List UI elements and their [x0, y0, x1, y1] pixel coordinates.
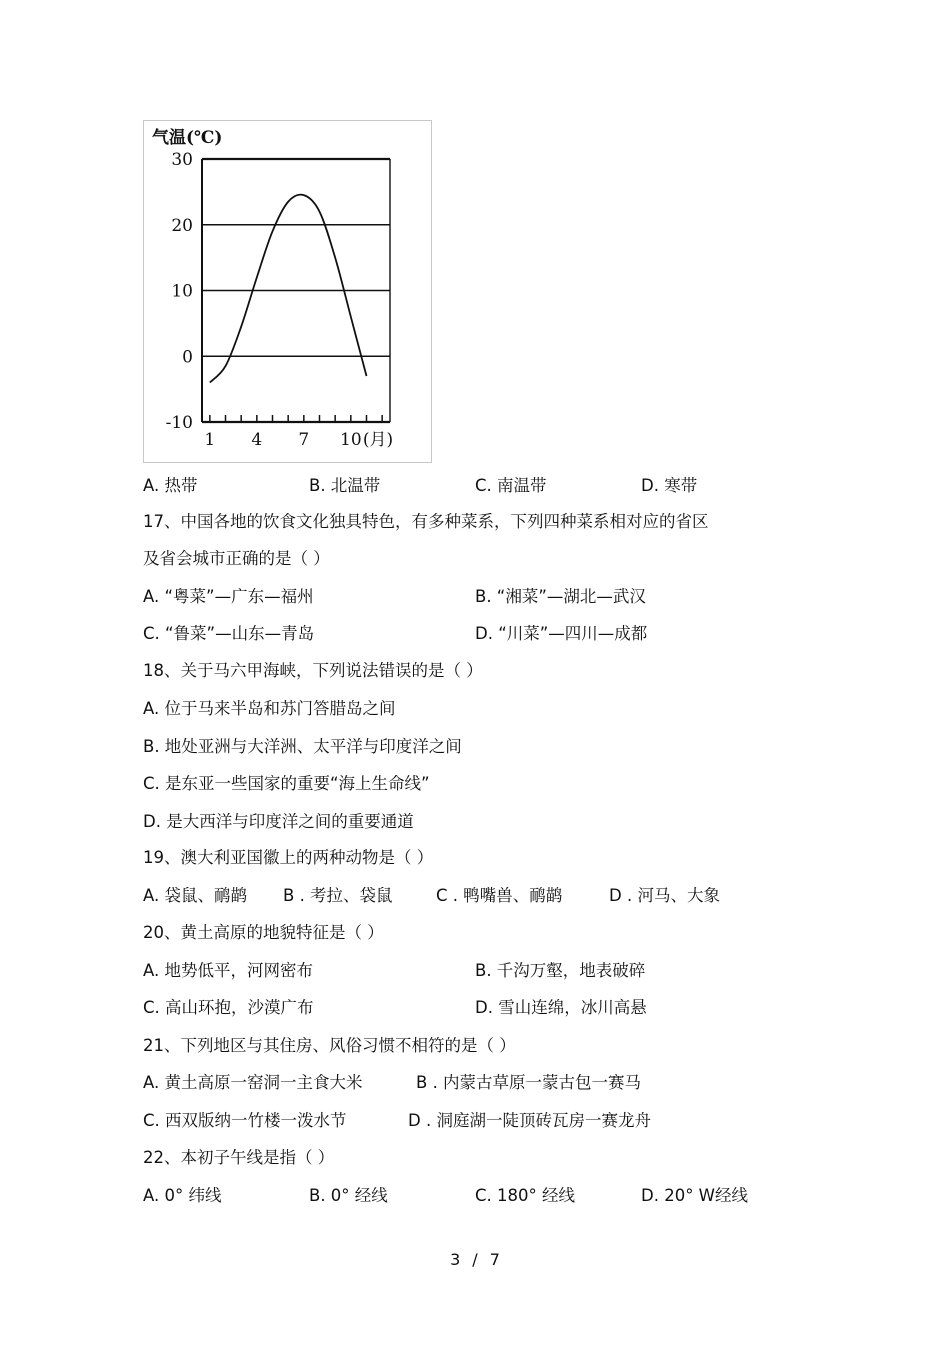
x-tick-label-1: 1	[204, 430, 216, 450]
page-current: 3	[450, 1250, 461, 1269]
x-tick-label-7: 7	[298, 430, 310, 450]
q20-stem: 20、黄土高原的地貌特征是（ ）	[143, 923, 384, 942]
q22-option-d: D. 20° W经线	[641, 1186, 749, 1205]
y-tick-label-10: 10	[171, 281, 193, 302]
q21-option-b: B . 内蒙古草原一蒙古包一赛马	[416, 1073, 642, 1092]
y-tick-label-30: 30	[171, 150, 193, 170]
q19-option-c: C . 鸭嘴兽、鸸鹋	[436, 886, 563, 905]
page-separator: /	[472, 1250, 478, 1269]
q21-option-a: A. 黄土高原一窑洞一主食大米	[143, 1073, 363, 1092]
q21-stem: 21、下列地区与其住房、风俗习惯不相符的是（ ）	[143, 1036, 516, 1055]
q17-option-c: C. “鲁菜”—山东—青岛	[143, 624, 315, 643]
x-tick-label-4: 4	[251, 430, 263, 450]
x-tick-label-10: 10	[340, 430, 362, 450]
q21-option-c: C. 西双版纳一竹楼一泼水节	[143, 1111, 347, 1130]
page-number	[0, 1250, 950, 1269]
q17-stem-line1: 17、中国各地的饮食文化独具特色，有多种菜系，下列四种菜系相对应的省区	[143, 512, 709, 531]
q17-option-a: A. “粤菜”—广东—福州	[143, 587, 314, 606]
q21-option-d: D . 洞庭湖一陡顶砖瓦房一赛龙舟	[408, 1111, 651, 1130]
y-tick-label--10: -10	[165, 413, 193, 433]
page-total: 7	[489, 1250, 500, 1269]
q22-option-b: B. 0° 经线	[309, 1186, 388, 1205]
q17-stem-line2: 及省会城市正确的是（ ）	[143, 549, 330, 568]
temperature-chart-svg	[144, 121, 431, 462]
temperature-curve	[210, 195, 367, 383]
q18-option-a: A. 位于马来半岛和苏门答腊岛之间	[143, 699, 396, 718]
y-tick-label-20: 20	[171, 215, 193, 236]
y-axis-label: 气温(℃)	[152, 128, 223, 148]
q19-option-d: D . 河马、大象	[609, 886, 720, 905]
q16-option-c: C. 南温带	[475, 476, 547, 495]
q20-option-b: B. 千沟万壑，地表破碎	[475, 961, 646, 980]
q19-option-b: B . 考拉、袋鼠	[283, 886, 393, 905]
q22-option-c: C. 180° 经线	[475, 1186, 575, 1205]
q18-option-b: B. 地处亚洲与大洋洲、太平洋与印度洋之间	[143, 737, 462, 756]
q18-option-d: D. 是大西洋与印度洋之间的重要通道	[143, 812, 414, 831]
temperature-chart	[143, 120, 432, 463]
y-tick-label-0: 0	[182, 347, 193, 368]
q17-option-d: D. “川菜”—四川—成都	[475, 624, 648, 643]
q22-option-a: A. 0° 纬线	[143, 1186, 222, 1205]
q18-option-c: C. 是东亚一些国家的重要“海上生命线”	[143, 774, 430, 793]
q18-stem: 18、关于马六甲海峡，下列说法错误的是（ ）	[143, 661, 483, 680]
q16-option-b: B. 北温带	[309, 476, 381, 495]
q16-option-a: A. 热带	[143, 476, 198, 495]
x-axis-unit: (月)	[362, 430, 394, 450]
q20-option-c: C. 高山环抱，沙漠广布	[143, 998, 314, 1017]
q22-stem: 22、本初子午线是指（ ）	[143, 1148, 335, 1167]
q17-option-b: B. “湘菜”—湖北—武汉	[475, 587, 646, 606]
q19-option-a: A. 袋鼠、鸸鹋	[143, 886, 247, 905]
q16-option-d: D. 寒带	[641, 476, 698, 495]
q19-stem: 19、澳大利亚国徽上的两种动物是（ ）	[143, 848, 434, 867]
q20-option-d: D. 雪山连绵，冰川高悬	[475, 998, 647, 1017]
q20-option-a: A. 地势低平，河网密布	[143, 961, 313, 980]
